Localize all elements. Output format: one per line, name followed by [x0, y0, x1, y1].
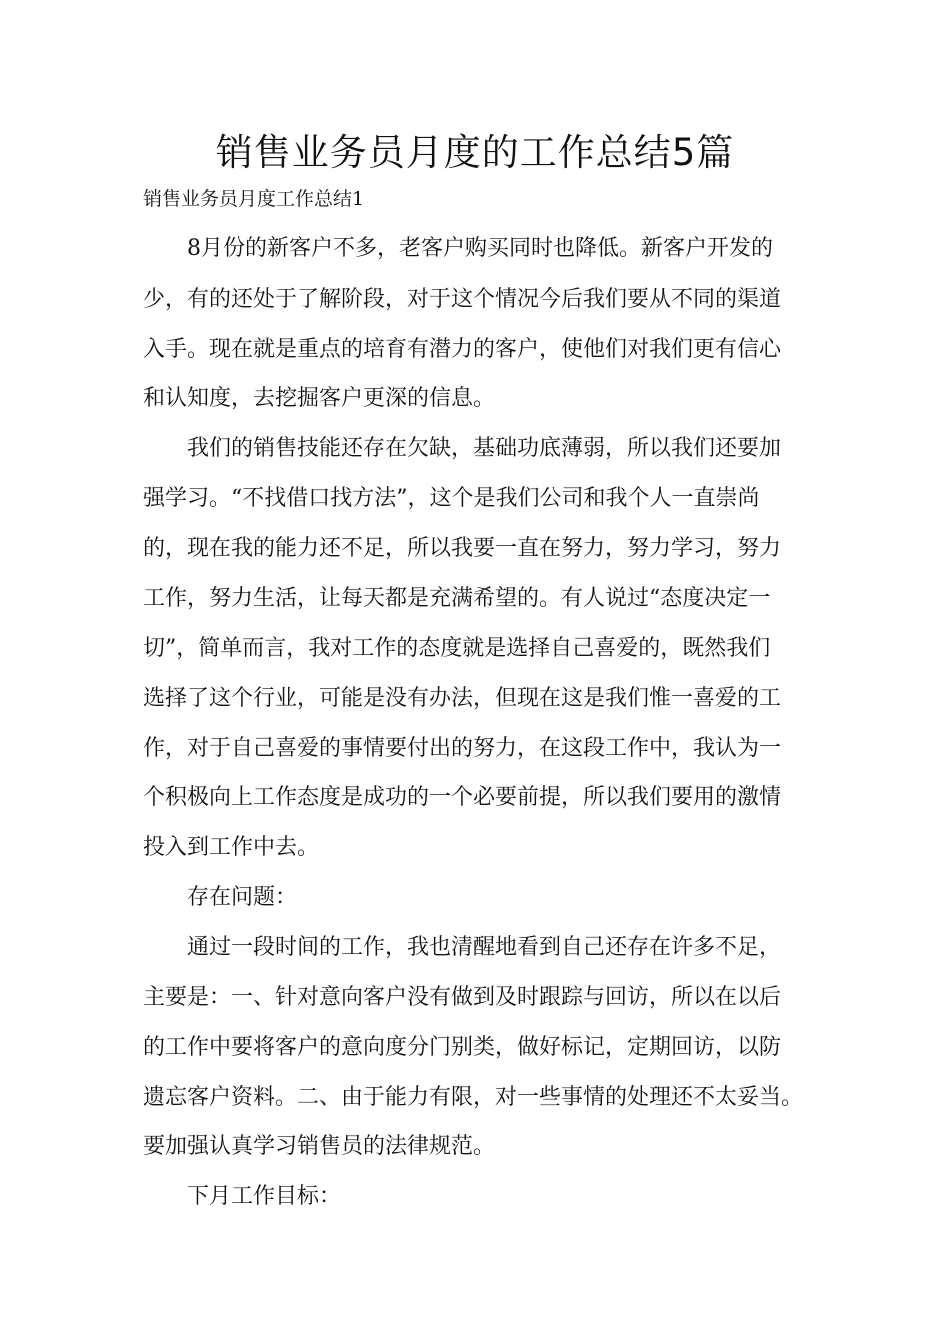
paragraph-2-line-3: 的，现在我的能力还不足，所以我要一直在努力，努力学习，努力 [143, 536, 782, 561]
paragraph-2-line-1: 我们的销售技能还存在欠缺，基础功底薄弱，所以我们还要加 [187, 436, 782, 461]
heading-problems: 存在问题： [187, 885, 298, 910]
paragraph-3-line-5: 要加强认真学习销售员的法律规范。 [143, 1134, 496, 1159]
paragraph-2-line-9: 投入到工作中去。 [143, 835, 320, 860]
heading-next-goals: 下月工作目标： [187, 1184, 342, 1209]
paragraph-2-line-2: 强学习。“不找借口找方法”，这个是我们公司和我个人一直崇尚 [143, 486, 760, 511]
paragraph-2-line-7: 作，对于自己喜爱的事情要付出的努力，在这段工作中，我认为一 [143, 736, 782, 761]
paragraph-3-line-2: 主要是：一、针对意向客户没有做到及时跟踪与回访，所以在以后 [143, 985, 782, 1010]
paragraph-1-line-2: 少，有的还处于了解阶段，对于这个情况今后我们要从不同的渠道 [143, 287, 782, 312]
paragraph-2-line-6: 选择了这个行业，可能是没有办法，但现在这是我们惟一喜爱的工 [143, 686, 782, 711]
section-subtitle: 销售业务员月度工作总结1 [143, 188, 365, 210]
paragraph-3-line-1: 通过一段时间的工作，我也清醒地看到自己还存在许多不足， [187, 935, 782, 960]
paragraph-1-line-4: 和认知度，去挖掘客户更深的信息。 [143, 386, 496, 411]
paragraph-2-line-5: 切”，简单而言，我对工作的态度就是选择自己喜爱的，既然我们 [143, 636, 771, 661]
paragraph-1-line-1: 8月份的新客户不多，老客户购买同时也降低。新客户开发的 [187, 236, 773, 261]
paragraph-2-line-8: 个积极向上工作态度是成功的一个必要前提，所以我们要用的激情 [143, 785, 782, 810]
document-title: 销售业务员月度的工作总结5篇 [215, 131, 735, 174]
paragraph-1-line-3: 入手。现在就是重点的培育有潜力的客户，使他们对我们更有信心 [143, 337, 782, 362]
paragraph-3-line-4: 遗忘客户资料。二、由于能力有限，对一些事情的处理还不太妥当。 [143, 1085, 804, 1110]
paragraph-2-line-4: 工作，努力生活，让每天都是充满希望的。有人说过“态度决定一 [143, 586, 771, 611]
paragraph-3-line-3: 的工作中要将客户的意向度分门别类，做好标记，定期回访，以防 [143, 1035, 782, 1060]
